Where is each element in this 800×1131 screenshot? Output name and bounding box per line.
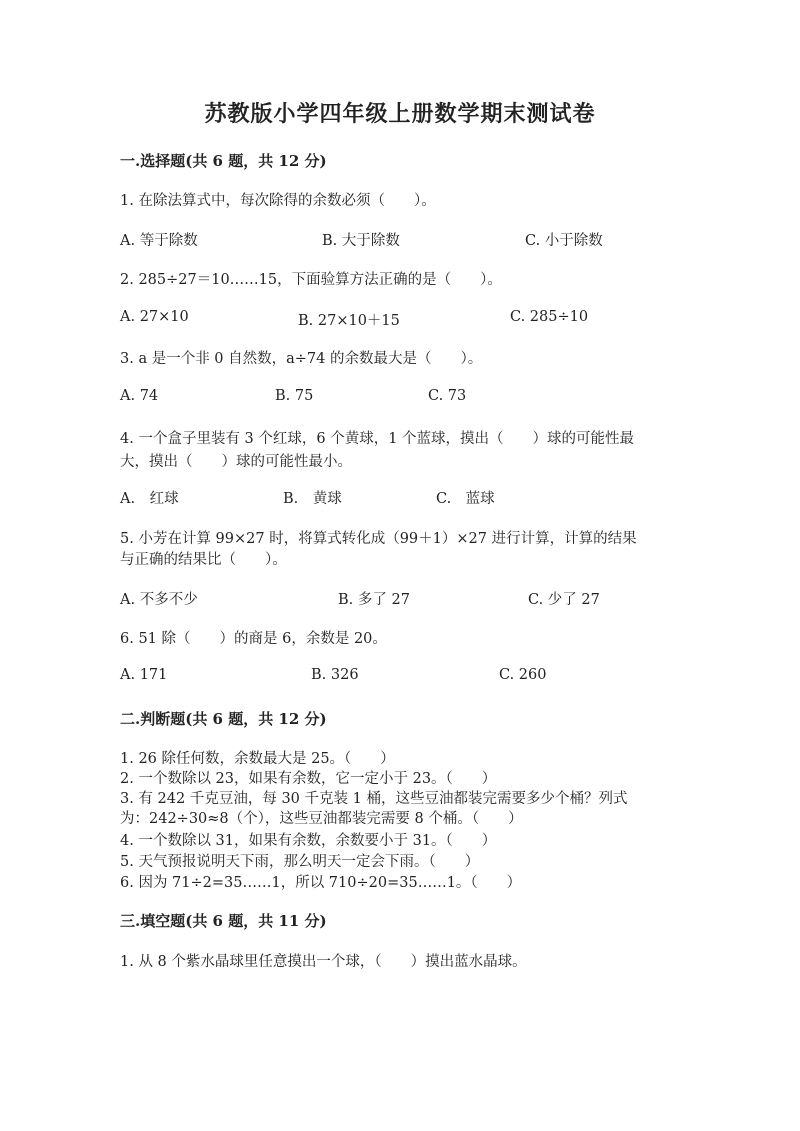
question-stem-line2: 大，摸出（ ）球的可能性最小。 — [120, 454, 352, 470]
option-b: B. 黄球 — [283, 491, 342, 507]
judgment-item: 1. 26 除任何数，余数最大是 25。（ ） — [120, 751, 395, 767]
option-a: A. 171 — [120, 667, 168, 683]
question-stem: 2. 285÷27＝10……15，下面验算方法正确的是（ ）。 — [120, 272, 502, 288]
question-stem-line1: 5. 小芳在计算 99×27 时，将算式转化成（99＋1）×27 进行计算，计算的结果 — [120, 531, 637, 547]
judgment-item-continuation: 为：242÷30≈8（个），这些豆油都装完需要 8 个桶。（ ） — [120, 811, 523, 827]
option-a: A. 74 — [120, 388, 159, 404]
question-stem-line2: 与正确的结果比（ ）。 — [120, 552, 287, 568]
question-stem-line1: 4. 一个盒子里装有 3 个红球，6 个黄球，1 个蓝球，摸出（ ）球的可能性最 — [120, 431, 635, 447]
option-b: B. 大于除数 — [322, 233, 400, 249]
option-c: C. 260 — [499, 667, 547, 683]
judgment-item: 6. 因为 71÷2=35……1，所以 710÷20=35……1。（ ） — [120, 875, 522, 891]
question-stem: 6. 51 除（ ）的商是 6，余数是 20。 — [120, 631, 387, 647]
option-c: C. 蓝球 — [436, 491, 495, 507]
option-a: A. 不多不少 — [120, 592, 198, 608]
judgment-item: 2. 一个数除以 23，如果有余数，它一定小于 23。（ ） — [120, 771, 497, 787]
page-title: 苏教版小学四年级上册数学期末测试卷 — [204, 101, 596, 127]
option-b: B. 326 — [311, 667, 359, 683]
judgment-item: 3. 有 242 千克豆油，每 30 千克装 1 桶，这些豆油都装完需要多少个桶？列式 — [120, 791, 628, 807]
option-c: C. 小于除数 — [525, 233, 603, 249]
question-stem: 3. a 是一个非 0 自然数，a÷74 的余数最大是（ ）。 — [120, 351, 483, 367]
section-heading-fill-blank: 三.填空题(共 6 题，共 11 分) — [120, 912, 327, 930]
judgment-item: 4. 一个数除以 31，如果有余数，余数要小于 31。（ ） — [120, 833, 497, 849]
judgment-item: 5. 天气预报说明天下雨，那么明天一定会下雨。（ ） — [120, 854, 480, 870]
section-heading-judgment: 二.判断题(共 6 题，共 12 分) — [120, 710, 327, 728]
section-heading-choice: 一.选择题(共 6 题，共 12 分) — [120, 152, 327, 170]
option-c: C. 少了 27 — [528, 592, 600, 608]
option-a: A. 等于除数 — [120, 233, 198, 249]
option-b: B. 27×10＋15 — [298, 313, 400, 329]
option-c: C. 285÷10 — [510, 309, 589, 325]
fill-blank-item: 1. 从 8 个紫水晶球里任意摸出一个球，（ ）摸出蓝水晶球。 — [120, 954, 527, 970]
option-a: A. 红球 — [120, 491, 179, 507]
option-c: C. 73 — [428, 388, 467, 404]
option-b: B. 多了 27 — [338, 592, 410, 608]
option-b: B. 75 — [275, 388, 314, 404]
question-stem: 1. 在除法算式中，每次除得的余数必须（ ）。 — [120, 193, 436, 209]
option-a: A. 27×10 — [120, 309, 189, 325]
